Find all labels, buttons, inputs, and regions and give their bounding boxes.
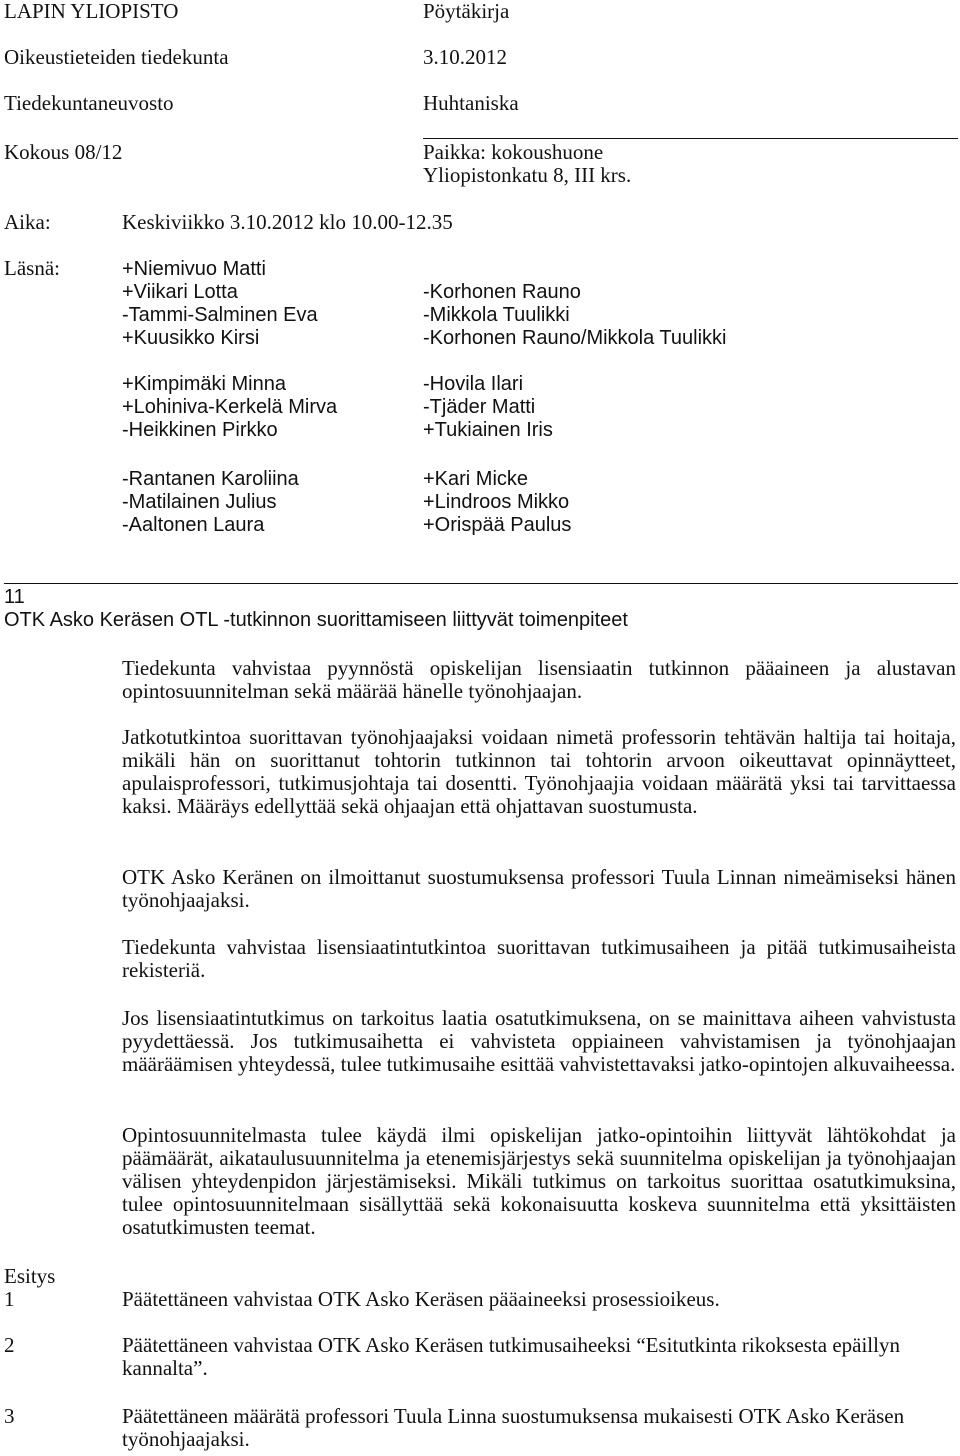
attendee: -Korhonen Rauno/Mikkola Tuulikki <box>423 327 727 349</box>
meeting-address: Yliopistonkatu 8, III krs. <box>423 163 632 187</box>
attendee: -Rantanen Karoliina <box>122 468 299 490</box>
attendee: -Tjäder Matti <box>423 396 536 418</box>
attendee: +Tukiainen Iris <box>423 419 553 441</box>
section-title: OTK Asko Keräsen OTL -tutkinnon suorittamiseen liittyvät toimenpiteet <box>4 609 628 631</box>
attendee: +Kuusikko Kirsi <box>122 327 260 349</box>
time-label: Aika: <box>4 210 51 234</box>
attendee: +Niemivuo Matti <box>122 258 266 280</box>
attendee: -Aaltonen Laura <box>122 514 265 536</box>
room-name: Huhtaniska <box>423 91 519 115</box>
attendee: -Mikkola Tuulikki <box>423 304 570 326</box>
faculty-name: Oikeustieteiden tiedekunta <box>4 45 229 69</box>
section-rule <box>4 583 958 584</box>
paragraph: Jos lisensiaatintutkimus on tarkoitus laatia osatutkimuksena, on se mainittava aiheen vahvistusta pyydettäessä. Jos tutkimusaihetta ei vahvisteta oppiaineen vahvistamisen ja työnohjaajan määräämisen yhteydessä, tulee tutkimusaihe esittää vahvistettavaksi jatko-opintojen alkuvaiheessa. <box>122 1006 956 1076</box>
header-rule <box>423 138 958 139</box>
proposal-item-text: Päätettäneen määrätä professori Tuula Linna suostumuksensa mukaisesti OTK Asko Keräsen työnohjaajaksi. <box>122 1404 905 1451</box>
attendee: -Korhonen Rauno <box>423 281 581 303</box>
paragraph: OTK Asko Keränen on ilmoittanut suostumuksensa professori Tuula Linnan nimeämiseksi hänen työnohjaajaksi. <box>122 865 956 912</box>
attendee: +Kari Micke <box>423 468 529 490</box>
attendance-label: Läsnä: <box>4 256 60 280</box>
attendee: -Tammi-Salminen Eva <box>122 304 318 326</box>
time-value: Keskiviikko 3.10.2012 klo 10.00-12.35 <box>122 210 453 234</box>
council-name: Tiedekuntaneuvosto <box>4 91 174 115</box>
attendee: +Kimpimäki Minna <box>122 373 286 395</box>
attendee: -Hovila Ilari <box>423 373 524 395</box>
meeting-number: Kokous 08/12 <box>4 140 123 164</box>
proposal-item-number: 2 <box>4 1333 15 1357</box>
attendee: +Lohiniva-Kerkelä Mirva <box>122 396 338 418</box>
university-name: LAPIN YLIOPISTO <box>4 0 179 23</box>
meeting-date: 3.10.2012 <box>423 45 507 69</box>
attendee: -Matilainen Julius <box>122 491 277 513</box>
document-type: Pöytäkirja <box>423 0 510 23</box>
paragraph: Jatkotutkintoa suorittavan työnohjaajaksi voidaan nimetä professorin tehtävän haltija tai hoitaja, mikäli hän on suorittanut tohtorin tutkinnon tai tohtorin arvoon oikeuttavat opinnäytteet, apulaisprofessori, tutkimusjohtaja tai dosentti. Työnohjaajia voidaan määrätä yksi tai tarvittaessa kaksi. Määräys edellyttää sekä ohjaajan että ohjattavan suostumusta. <box>122 725 956 818</box>
meeting-place: Paikka: kokoushuone <box>423 140 604 164</box>
proposal-item-text: Päätettäneen vahvistaa OTK Asko Keräsen pääaineeksi prosessioikeus. <box>122 1287 720 1311</box>
proposal-label: Esitys <box>4 1264 56 1288</box>
attendee: +Orispää Paulus <box>423 514 572 536</box>
proposal-item-number: 3 <box>4 1404 15 1428</box>
section-number: 11 <box>4 586 25 608</box>
proposal-item-text: Päätettäneen vahvistaa OTK Asko Keräsen tutkimusaiheeksi “Esitutkinta rikoksesta epäillyn kannalta”. <box>122 1333 900 1380</box>
attendee: +Lindroos Mikko <box>423 491 570 513</box>
paragraph: Tiedekunta vahvistaa lisensiaatintutkintoa suorittavan tutkimusaiheen ja pitää tutkimusaiheista rekisteriä. <box>122 935 956 982</box>
paragraph: Opintosuunnitelmasta tulee käydä ilmi opiskelijan jatko-opintoihin liittyvät lähtökohdat ja päämäärät, aikataulusuunnitelma ja etenemisjärjestys sekä suunnitelma opiskelijan ja työnohjaajan välisen yhteydenpidon järjestämiseksi. Mikäli tutkimus on tarkoitus suorittaa osatutkimuksina, tulee opintosuunnitelmaan sisällyttää sekä kokonaisuutta koskeva suunnitelma että yksittäisten osatutkimusten teemat. <box>122 1123 956 1239</box>
proposal-item-number: 1 <box>4 1287 15 1311</box>
attendee: +Viikari Lotta <box>122 281 238 303</box>
attendee: -Heikkinen Pirkko <box>122 419 278 441</box>
paragraph: Tiedekunta vahvistaa pyynnöstä opiskelijan lisensiaatin tutkinnon pääaineen ja alustavan opintosuunnitelman sekä määrää hänelle työnohjaajan. <box>122 656 956 703</box>
